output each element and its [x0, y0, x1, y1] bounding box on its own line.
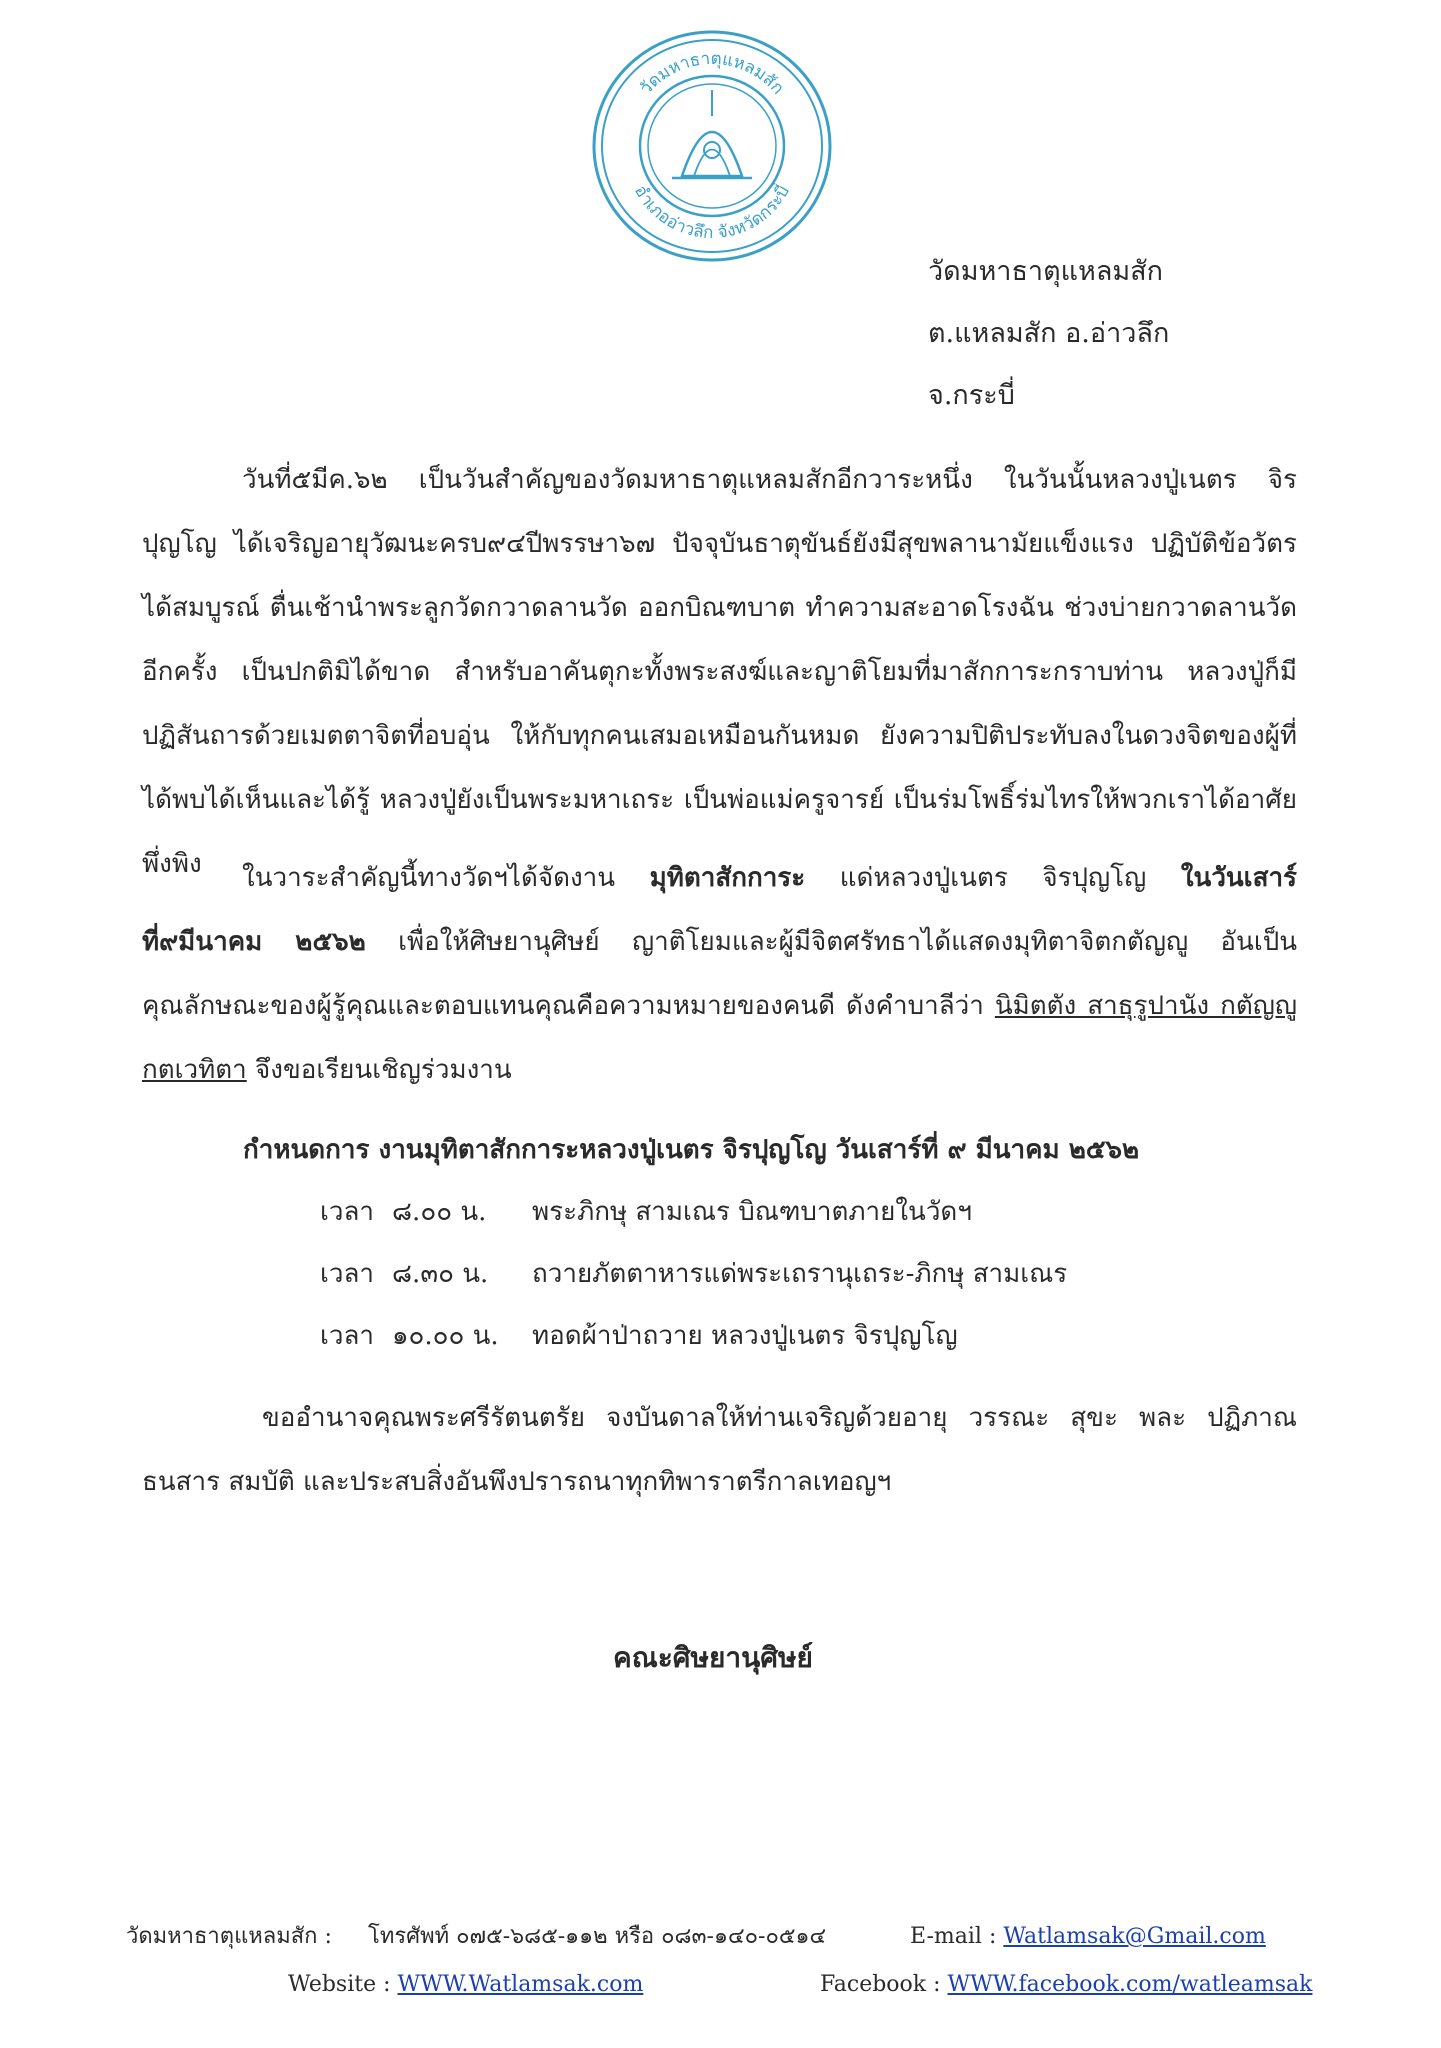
paragraph-2-part4: จึงขอเรียนเชิญร่วมงาน — [255, 1055, 512, 1085]
footer-email — [910, 1922, 1266, 1952]
schedule-label: เวลา — [320, 1259, 375, 1289]
email-label: E-mail : — [910, 1924, 997, 1949]
event-name: มุทิตาสักการะ — [649, 863, 806, 893]
address-line-1: วัดมหาธาตุแหลมสัก — [928, 256, 1163, 287]
svg-text:อำเภออ่าวลึก จังหวัดกระบี่: อำเภออ่าวลึก จังหวัดกระบี่ — [629, 181, 794, 244]
email-link[interactable]: Watlamsak@Gmail.com — [1003, 1924, 1266, 1949]
website-link[interactable]: WWW.Watlamsak.com — [397, 1972, 644, 1997]
pali-quote: นิมิตตัง สาธุรูปานัง กตัญญูกตเวทิตา — [142, 991, 1298, 1085]
signature: คณะศิษยานุศิษย์ — [613, 1641, 813, 1674]
schedule-time: ๘.๓๐ น. — [392, 1259, 489, 1289]
temple-seal-logo — [590, 28, 834, 264]
schedule-label: เวลา — [320, 1197, 375, 1227]
footer-facebook — [820, 1970, 1312, 2000]
schedule-desc: พระภิกษุ สามเณร บิณฑบาตภายในวัดฯ — [532, 1197, 972, 1227]
schedule-item — [320, 1192, 972, 1232]
footer-org: วัดมหาธาตุแหลมสัก : — [126, 1924, 332, 1949]
paragraph-2-part2: แด่หลวงปู่เนตร จิรปุญโญ — [839, 863, 1147, 893]
facebook-link[interactable]: WWW.facebook.com/watleamsak — [947, 1972, 1313, 1997]
schedule-label: เวลา — [320, 1321, 375, 1351]
paragraph-anniversary — [142, 448, 1297, 896]
schedule-item — [320, 1254, 1067, 1294]
footer-website — [288, 1970, 643, 2000]
paragraph-2-part1: ในวาระสำคัญนี้ทางวัดฯได้จัดงาน — [242, 863, 616, 893]
paragraph-1-text: วันที่๕มีค.๖๒ เป็นวันสำคัญของวัดมหาธาตุแหลมสักอีกวาระหนึ่ง ในวันนั้นหลวงปู่เนตร จิรปุญโญ ได้เจริญอายุวัฒนะครบ๙๔ปีพรรษา๖๗ ปัจจุบันธาตุขันธ์ยังมีสุขพลานามัยแข็งแรง ปฏิบัติข้อวัตรได้สมบูรณ์ ตื่นเช้านำพระลูกวัดกวาดลานวัด ออกบิณฑบาต ทำความสะอาดโรงฉัน ช่วงบ่ายกวาดลานวัดอีกครั้ง เป็นปกติมิได้ขาด สำหรับอาคันตุกะทั้งพระสงฆ์และญาติโยมที่มาสักการะกราบท่าน หลวงปู่ก็มีปฏิสันถารด้วยเมตตาจิตที่อบอุ่น ให้กับทุกคนเสมอเหมือนกันหมด ยังความปิติประทับลงในดวงจิตของผู้ที่ได้พบได้เห็นและได้รู้ หลวงปู่ยังเป็นพระมหาเถระ เป็นพ่อแม่ครูจารย์ เป็นร่มโพธิ์ร่มไทรให้พวกเราได้อาศัยพึ่งพิง — [142, 465, 1297, 879]
paragraph-2-part3: เพื่อให้ศิษยานุศิษย์ ญาติโยมและผู้มีจิตศรัทธาได้แสดงมุทิตาจิตกตัญญู อันเป็นคุณลักษณะของผู้รู้คุณและตอบแทนคุณคือความหมายของคนดี ดังคำบาลีว่า — [142, 927, 1297, 1021]
schedule-item — [320, 1316, 958, 1356]
schedule-desc: ถวายภัตตาหารแด่พระเถรานุเถระ-ภิกษุ สามเณร — [532, 1259, 1068, 1289]
address-line-2: ต.แหลมสัก อ.อ่าวลึก — [928, 318, 1170, 349]
paragraph-invitation — [142, 846, 1297, 1102]
schedule-heading: กำหนดการ งานมุทิตาสักการะหลวงปู่เนตร จิรปุญโญ วันเสาร์ที่ ๙ มีนาคม ๒๕๖๒ — [243, 1135, 1140, 1165]
schedule-time: ๑๐.๐๐ น. — [392, 1321, 499, 1351]
address-line-3: จ.กระบี่ — [928, 380, 1015, 411]
schedule-time: ๘.๐๐ น. — [392, 1197, 487, 1227]
svg-text:วัดมหาธาตุแหลมสัก: วัดมหาธาตุแหลมสัก — [636, 48, 788, 99]
schedule-desc: ทอดผ้าป่าถวาย หลวงปู่เนตร จิรปุญโญ — [532, 1321, 958, 1351]
event-date: ในวันเสาร์ที่๙มีนาคม ๒๕๖๒ — [142, 863, 1298, 957]
paragraph-blessing — [142, 1386, 1297, 1514]
blessing-text: ขออำนาจคุณพระศรีรัตนตรัย จงบันดาลให้ท่านเจริญด้วยอายุ วรรณะ สุขะ พละ ปฏิภาณ ธนสาร สมบัติ และประสบสิ่งอันพึงปรารถนาทุกทิพาราตรีกาลเทอญฯ — [142, 1403, 1297, 1497]
facebook-label: Facebook : — [820, 1972, 941, 1997]
footer-phone: โทรศัพท์ ๐๗๕-๖๘๕-๑๑๒ หรือ ๐๘๓-๑๔๐-๐๕๑๔ — [368, 1924, 827, 1949]
website-label: Website : — [288, 1972, 391, 1997]
